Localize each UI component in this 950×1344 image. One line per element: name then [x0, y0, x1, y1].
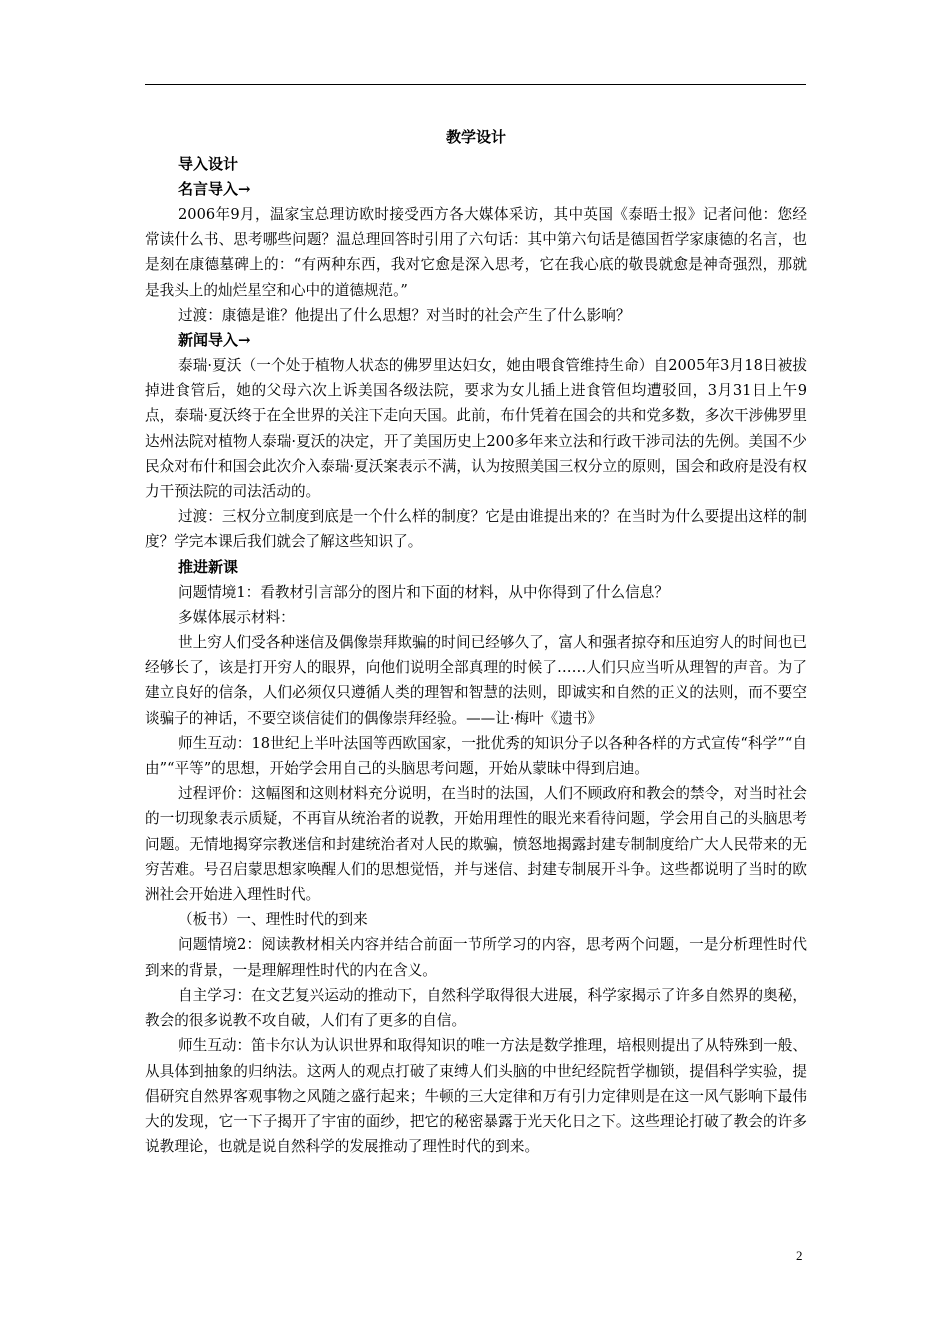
paragraph-question-1: 问题情境1：看教材引言部分的图片和下面的材料，从中你得到了什么信息？ [178, 583, 669, 601]
section-heading-new-lesson: 推进新课 [178, 557, 239, 576]
document-body [145, 124, 807, 1159]
paragraph-schiavo-news: 泰瑞·夏沃（一个处于植物人状态的佛罗里达妇女，她由喂食管维持生命）自2005年3月18日被拔掉进食管后，她的父母六次上诉美国各级法院，要求为女儿插上进食管但均遭驳回，3月31日上午9点，泰瑞·夏沃终于在全世界的关注下走向天国。此前，布什凭着在国会的共和党多数，多次干涉佛罗里达州法院对植物人泰瑞·夏沃的决定，开了美国历史上200多年来立法和行政干涉司法的先例。美国不少民众对布什和国会此次介入泰瑞·夏沃案表示不满，认为按照美国三权分立的原则，国会和政府是没有权力干预法院的司法活动的。 [145, 357, 807, 501]
paragraph-interaction-1: 师生互动：18世纪上半叶法国等西欧国家，一批优秀的知识分子以各种各样的方式宣传“科学”“自由”“平等”的思想，开始学会用自己的头脑思考问题，开始从蒙昧中得到启迪。 [145, 734, 807, 778]
paragraph-transition-kant: 过渡：康德是谁？他提出了什么思想？对当时的社会产生了什么影响？ [178, 306, 631, 324]
paragraph-evaluation: 过程评价：这幅图和这则材料充分说明，在当时的法国，人们不顾政府和教会的禁令，对当时社会的一切现象表示质疑，不再盲从统治者的说教，开始用理性的眼光来看待问题，学会用自己的头脑思考问题。无情地揭穿宗教迷信和封建统治者对人民的欺骗，愤怒地揭露封建专制制度给广大人民带来的无穷苦难。号召启蒙思想家唤醒人们的思想觉悟，并与迷信、封建专制展开斗争。这些都说明了当时的欧洲社会开始进入理性时代。 [145, 785, 807, 904]
paragraph-interaction-2: 师生互动：笛卡尔认为认识世界和取得知识的唯一方法是数学推理，培根则提出了从特殊到一般、从具体到抽象的归纳法。这两人的观点打破了束缚人们头脑的中世纪经院哲学枷锁，提倡科学实验，提倡研究自然界客观事物之风随之盛行起来；牛顿的三大定律和万有引力定律则是在这一风气影响下最伟大的发现，它一下子揭开了宇宙的面纱，把它的秘密暴露于光天化日之下。这些理论打破了教会的许多说教理论，也就是说自然科学的发展推动了理性时代的到来。 [145, 1037, 807, 1156]
paragraph-question-2: 问题情境2：阅读教材相关内容并结合前面一节所学习的内容，思考两个问题，一是分析理性时代到来的背景，一是理解理性时代的内在含义。 [145, 936, 807, 979]
section-heading-intro-design: 导入设计 [178, 155, 239, 173]
document-title: 教学设计 [445, 128, 506, 146]
paragraph-multimedia-label: 多媒体展示材料： [178, 608, 295, 626]
paragraph-meslier-quote: 世上穷人们受各种迷信及偶像崇拜欺骗的时间已经够久了，富人和强者掠夺和压迫穷人的时间也已经够长了，该是打开穷人的眼界，向他们说明全部真理的时候了……人们只应当听从理智的声音。为了建立良好的信条，人们必须仅只遵循人类的理智和智慧的法则，即诚实和自然的正义的法则，而不要空谈骗子的神话，不要空谈信徒们的偶像崇拜经验。——让·梅叶《遗书》 [145, 634, 807, 727]
paragraph-kant-quote: 2006年9月，温家宝总理访欧时接受西方各大媒体采访，其中英国《泰晤士报》记者问他：您经常读什么书、思考哪些问题？温总理回答时引用了六句话：其中第六句话是德国哲学家康德的名言，也是刻在康德墓碑上的：“有两种东西，我对它愈是深入思考，它在我心底的敬畏就愈是神奇强烈，那就是我头上的灿烂星空和心中的道德规范。” [145, 206, 807, 299]
header-rule [145, 84, 806, 85]
paragraph-self-study: 自主学习：在文艺复兴运动的推动下，自然科学取得很大进展，科学家揭示了许多自然界的奥秘，教会的很多说教不攻自破，人们有了更多的自信。 [145, 986, 807, 1030]
subheading-quote-intro: 名言导入→ [178, 180, 251, 198]
page-number: 2 [796, 1248, 803, 1263]
paragraph-board-note: （板书）一、理性时代的到来 [178, 911, 368, 929]
subheading-news-intro: 新闻导入→ [178, 331, 251, 350]
paragraph-transition-separation: 过渡：三权分立制度到底是一个什么样的制度？它是由谁提出来的？在当时为什么要提出这样的制度？学完本课后我们就会了解这些知识了。 [145, 508, 807, 551]
